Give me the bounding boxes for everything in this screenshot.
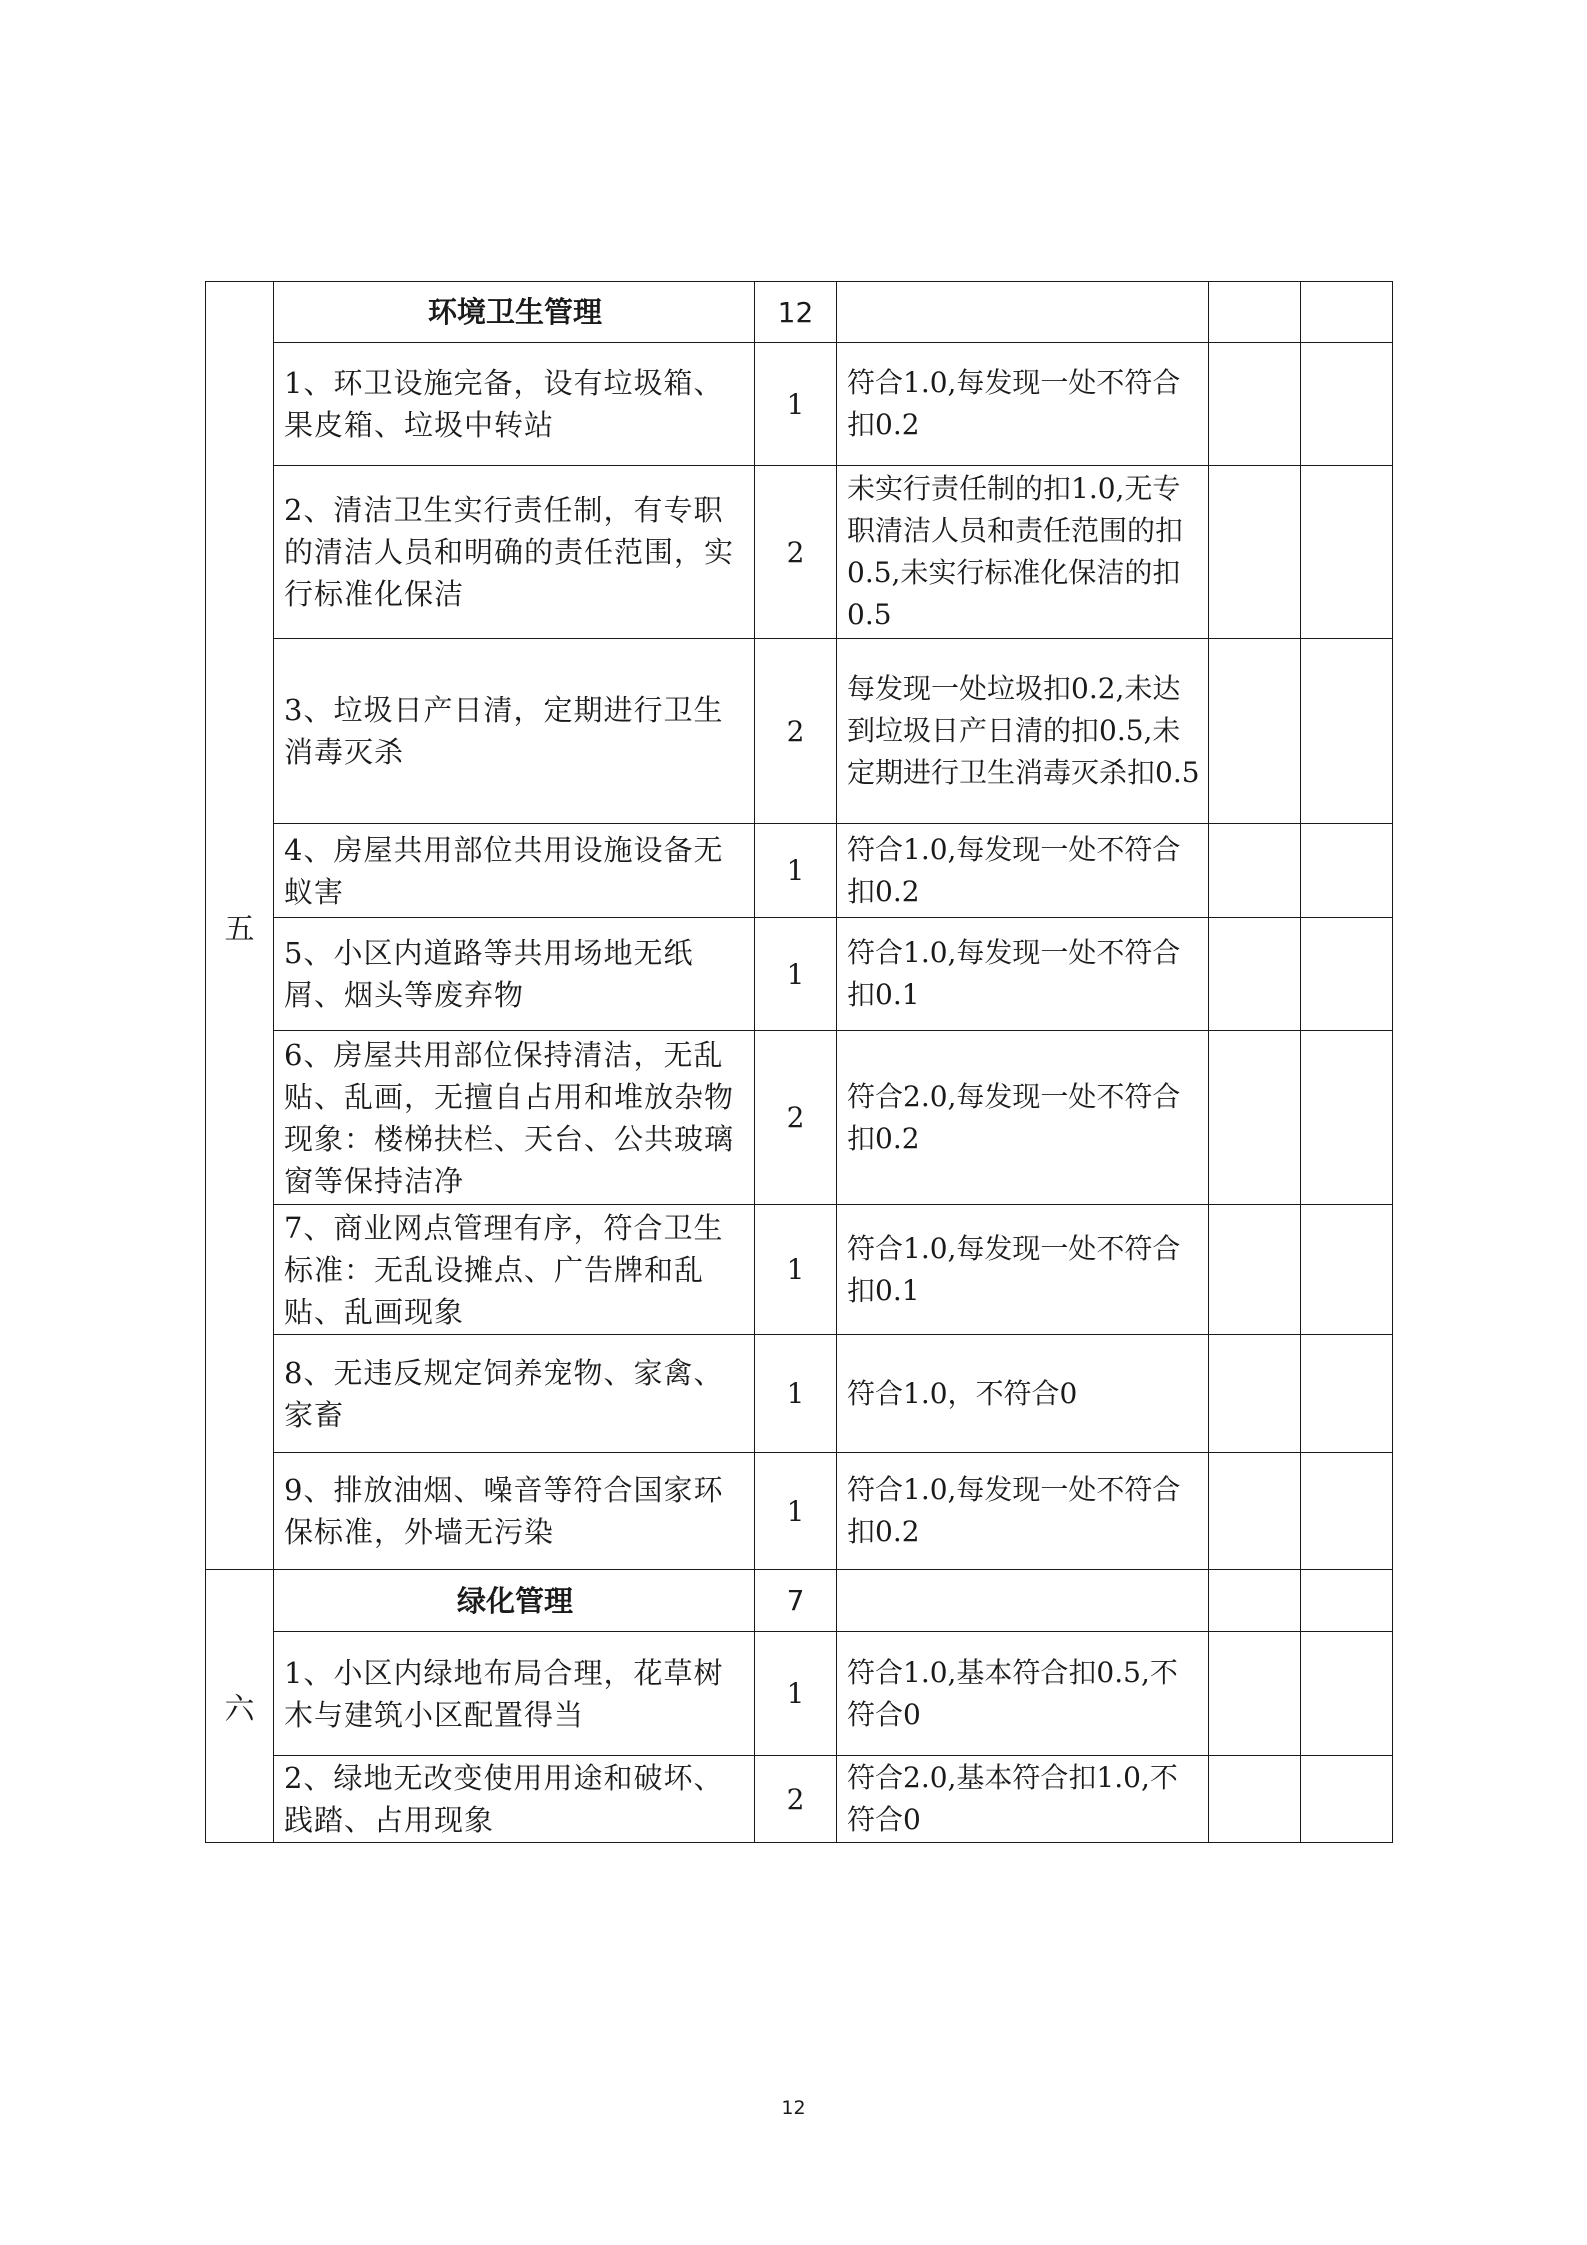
- item-standard: 符合1.0,每发现一处不符合扣0.2: [837, 824, 1209, 918]
- item-standard: 符合1.0，不符合0: [837, 1335, 1209, 1453]
- section-title: 绿化管理: [274, 1570, 755, 1632]
- blank-cell: [1209, 824, 1301, 918]
- section-header-row: [206, 1570, 1393, 1632]
- table-row: [206, 466, 1393, 639]
- blank-cell: [1301, 1205, 1393, 1335]
- blank-cell: [1301, 1453, 1393, 1570]
- table-row: [206, 1632, 1393, 1756]
- blank-cell: [1301, 1031, 1393, 1205]
- section-number: 五: [206, 282, 274, 1570]
- section-points: 12: [755, 282, 837, 343]
- item-standard: 符合1.0,每发现一处不符合扣0.2: [837, 343, 1209, 466]
- blank-cell: [1209, 1632, 1301, 1756]
- item-points: 2: [755, 639, 837, 824]
- item-standard: 未实行责任制的扣1.0,无专职清洁人员和责任范围的扣0.5,未实行标准化保洁的扣0.5: [837, 466, 1209, 639]
- blank-cell: [1301, 918, 1393, 1031]
- section-title: 环境卫生管理: [274, 282, 755, 343]
- item-text: 9、排放油烟、噪音等符合国家环保标准，外墙无污染: [274, 1453, 755, 1570]
- item-points: 2: [755, 1031, 837, 1205]
- item-standard: 符合2.0,基本符合扣1.0,不符合0: [837, 1756, 1209, 1843]
- item-text: 8、无违反规定饲养宠物、家禽、家畜: [274, 1335, 755, 1453]
- blank-cell: [1209, 1335, 1301, 1453]
- blank-cell: [1209, 1570, 1301, 1632]
- item-standard: 每发现一处垃圾扣0.2,未达到垃圾日产日清的扣0.5,未定期进行卫生消毒灭杀扣0.5: [837, 639, 1209, 824]
- item-text: 1、小区内绿地布局合理，花草树木与建筑小区配置得当: [274, 1632, 755, 1756]
- item-text: 4、房屋共用部位共用设施设备无蚁害: [274, 824, 755, 918]
- table-row: [206, 1453, 1393, 1570]
- blank-cell: [1301, 824, 1393, 918]
- table-row: [206, 1031, 1393, 1205]
- section-header-row: [206, 282, 1393, 343]
- standard-cell: [837, 1570, 1209, 1632]
- blank-cell: [1209, 466, 1301, 639]
- table-row: [206, 1335, 1393, 1453]
- blank-cell: [1209, 343, 1301, 466]
- item-text: 2、清洁卫生实行责任制，有专职的清洁人员和明确的责任范围，实行标准化保洁: [274, 466, 755, 639]
- item-points: 1: [755, 1335, 837, 1453]
- item-standard: 符合1.0,每发现一处不符合扣0.1: [837, 918, 1209, 1031]
- blank-cell: [1301, 1632, 1393, 1756]
- item-text: 3、垃圾日产日清，定期进行卫生消毒灭杀: [274, 639, 755, 824]
- table-row: [206, 824, 1393, 918]
- item-points: 2: [755, 1756, 837, 1843]
- item-standard: 符合1.0,每发现一处不符合扣0.1: [837, 1205, 1209, 1335]
- item-points: 1: [755, 343, 837, 466]
- item-points: 2: [755, 466, 837, 639]
- item-points: 1: [755, 824, 837, 918]
- blank-cell: [1209, 1756, 1301, 1843]
- item-points: 1: [755, 1453, 837, 1570]
- item-points: 1: [755, 1632, 837, 1756]
- item-text: 1、环卫设施完备，设有垃圾箱、果皮箱、垃圾中转站: [274, 343, 755, 466]
- table-row: [206, 1756, 1393, 1843]
- item-standard: 符合1.0,基本符合扣0.5,不符合0: [837, 1632, 1209, 1756]
- table-row: [206, 918, 1393, 1031]
- table-row: [206, 343, 1393, 466]
- section-points: 7: [755, 1570, 837, 1632]
- blank-cell: [1209, 918, 1301, 1031]
- section-number: 六: [206, 1570, 274, 1843]
- standard-cell: [837, 282, 1209, 343]
- item-text: 7、商业网点管理有序，符合卫生标准：无乱设摊点、广告牌和乱贴、乱画现象: [274, 1205, 755, 1335]
- item-standard: 符合1.0,每发现一处不符合扣0.2: [837, 1453, 1209, 1570]
- blank-cell: [1301, 1756, 1393, 1843]
- blank-cell: [1301, 1335, 1393, 1453]
- blank-cell: [1301, 466, 1393, 639]
- scoring-table: [205, 281, 1393, 1843]
- blank-cell: [1209, 639, 1301, 824]
- item-standard: 符合2.0,每发现一处不符合扣0.2: [837, 1031, 1209, 1205]
- item-text: 6、房屋共用部位保持清洁，无乱贴、乱画，无擅自占用和堆放杂物现象：楼梯扶栏、天台、公共玻璃窗等保持洁净: [274, 1031, 755, 1205]
- blank-cell: [1301, 1570, 1393, 1632]
- blank-cell: [1301, 343, 1393, 466]
- item-points: 1: [755, 918, 837, 1031]
- blank-cell: [1301, 282, 1393, 343]
- blank-cell: [1209, 1031, 1301, 1205]
- blank-cell: [1209, 1205, 1301, 1335]
- table-row: [206, 639, 1393, 824]
- item-text: 5、小区内道路等共用场地无纸屑、烟头等废弃物: [274, 918, 755, 1031]
- page-number: 12: [781, 2097, 806, 2119]
- table-row: [206, 1205, 1393, 1335]
- item-text: 2、绿地无改变使用用途和破坏、践踏、占用现象: [274, 1756, 755, 1843]
- blank-cell: [1209, 1453, 1301, 1570]
- blank-cell: [1209, 282, 1301, 343]
- blank-cell: [1301, 639, 1393, 824]
- item-points: 1: [755, 1205, 837, 1335]
